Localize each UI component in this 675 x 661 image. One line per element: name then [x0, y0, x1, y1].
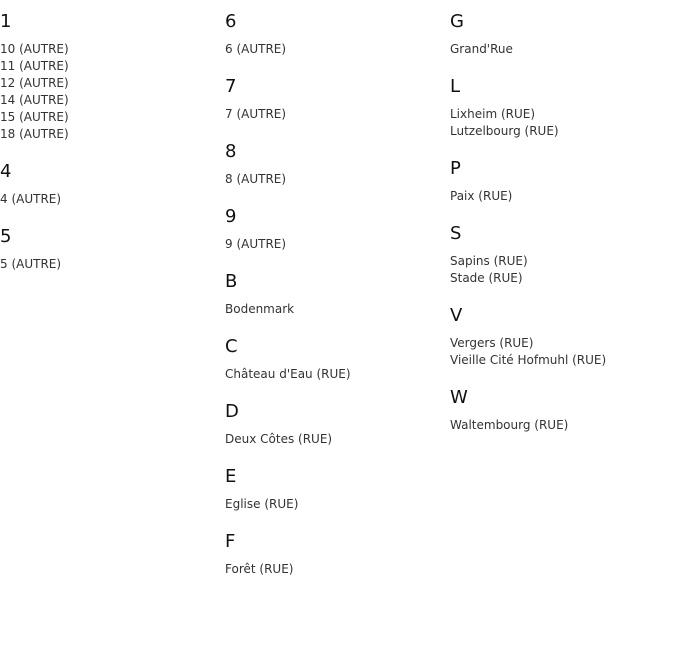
street-entry-link[interactable]: Waltembourg (RUE) — [450, 418, 569, 432]
group-heading: F — [225, 531, 236, 552]
street-entry-link[interactable]: 15 (AUTRE) — [0, 110, 69, 124]
index-group — [225, 466, 445, 513]
index-group — [225, 141, 445, 188]
street-entry-link[interactable]: 5 (AUTRE) — [0, 257, 62, 271]
street-entry-link[interactable]: Forêt (RUE) — [225, 562, 294, 576]
entry-list — [0, 41, 220, 143]
street-entry-link[interactable]: Lixheim (RUE) — [450, 107, 536, 121]
group-heading: 8 — [225, 141, 237, 162]
entry-list — [225, 41, 445, 58]
entry-list — [225, 561, 445, 578]
group-heading: G — [450, 11, 464, 32]
entry-list — [0, 256, 220, 273]
index-group — [225, 336, 445, 383]
entry-list — [225, 366, 445, 383]
group-heading: 4 — [0, 161, 12, 182]
group-heading: V — [450, 305, 463, 326]
street-entry-link[interactable]: Château d'Eau (RUE) — [225, 367, 351, 381]
index-group — [450, 305, 670, 369]
entry-list — [225, 171, 445, 188]
index-group — [225, 531, 445, 578]
group-heading: L — [450, 76, 461, 97]
group-heading: D — [225, 401, 239, 422]
entry-list — [450, 335, 670, 369]
entry-list — [225, 431, 445, 448]
index-column-1 — [0, 11, 220, 291]
entry-list — [450, 106, 670, 140]
street-entry-link[interactable]: Paix (RUE) — [450, 189, 513, 203]
entry-list — [225, 496, 445, 513]
entry-list — [450, 188, 670, 205]
street-entry-link[interactable]: 10 (AUTRE) — [0, 42, 69, 56]
entry-list — [225, 106, 445, 123]
index-group — [225, 206, 445, 253]
index-group — [225, 401, 445, 448]
group-heading: 9 — [225, 206, 237, 227]
entry-list — [450, 417, 670, 434]
entry-list — [450, 41, 670, 58]
street-entry-link[interactable]: Vergers (RUE) — [450, 336, 534, 350]
street-entry-link[interactable]: Stade (RUE) — [450, 271, 523, 285]
group-heading: 1 — [0, 11, 12, 32]
street-entry-link[interactable]: 4 (AUTRE) — [0, 192, 62, 206]
index-group — [225, 11, 445, 58]
group-heading: 6 — [225, 11, 237, 32]
group-heading: 7 — [225, 76, 237, 97]
street-entry-link[interactable]: Deux Côtes (RUE) — [225, 432, 333, 446]
street-entry-link[interactable]: 7 (AUTRE) — [225, 107, 287, 121]
group-heading: B — [225, 271, 238, 292]
street-entry-link[interactable]: Sapins (RUE) — [450, 254, 528, 268]
street-entry-link[interactable]: 9 (AUTRE) — [225, 237, 287, 251]
group-heading: 5 — [0, 226, 12, 247]
index-column-3 — [450, 11, 670, 452]
street-entry-link[interactable]: Vieille Cité Hofmuhl (RUE) — [450, 353, 607, 367]
index-group — [450, 76, 670, 140]
index-column-2 — [225, 11, 445, 596]
street-entry-link[interactable]: 6 (AUTRE) — [225, 42, 287, 56]
index-group — [0, 11, 220, 143]
group-heading: E — [225, 466, 237, 487]
street-entry-link[interactable]: Eglise (RUE) — [225, 497, 299, 511]
street-entry-link[interactable]: Grand'Rue — [450, 42, 513, 56]
index-group — [0, 226, 220, 273]
street-entry-link[interactable]: Bodenmark — [225, 302, 295, 316]
street-entry-link[interactable]: 8 (AUTRE) — [225, 172, 287, 186]
street-entry-link[interactable]: Lutzelbourg (RUE) — [450, 124, 559, 138]
index-group — [450, 223, 670, 287]
entry-list — [225, 236, 445, 253]
index-group — [225, 271, 445, 318]
group-heading: P — [450, 158, 461, 179]
index-group — [450, 387, 670, 434]
street-entry-link[interactable]: 14 (AUTRE) — [0, 93, 69, 107]
index-group — [0, 161, 220, 208]
group-heading: S — [450, 223, 462, 244]
street-entry-link[interactable]: 12 (AUTRE) — [0, 76, 69, 90]
index-group — [225, 76, 445, 123]
index-group — [450, 158, 670, 205]
street-entry-link[interactable]: 18 (AUTRE) — [0, 127, 69, 141]
group-heading: W — [450, 387, 468, 408]
entry-list — [225, 301, 445, 318]
group-heading: C — [225, 336, 238, 357]
index-group — [450, 11, 670, 58]
entry-list — [450, 253, 670, 287]
street-entry-link[interactable]: 11 (AUTRE) — [0, 59, 69, 73]
entry-list — [0, 191, 220, 208]
